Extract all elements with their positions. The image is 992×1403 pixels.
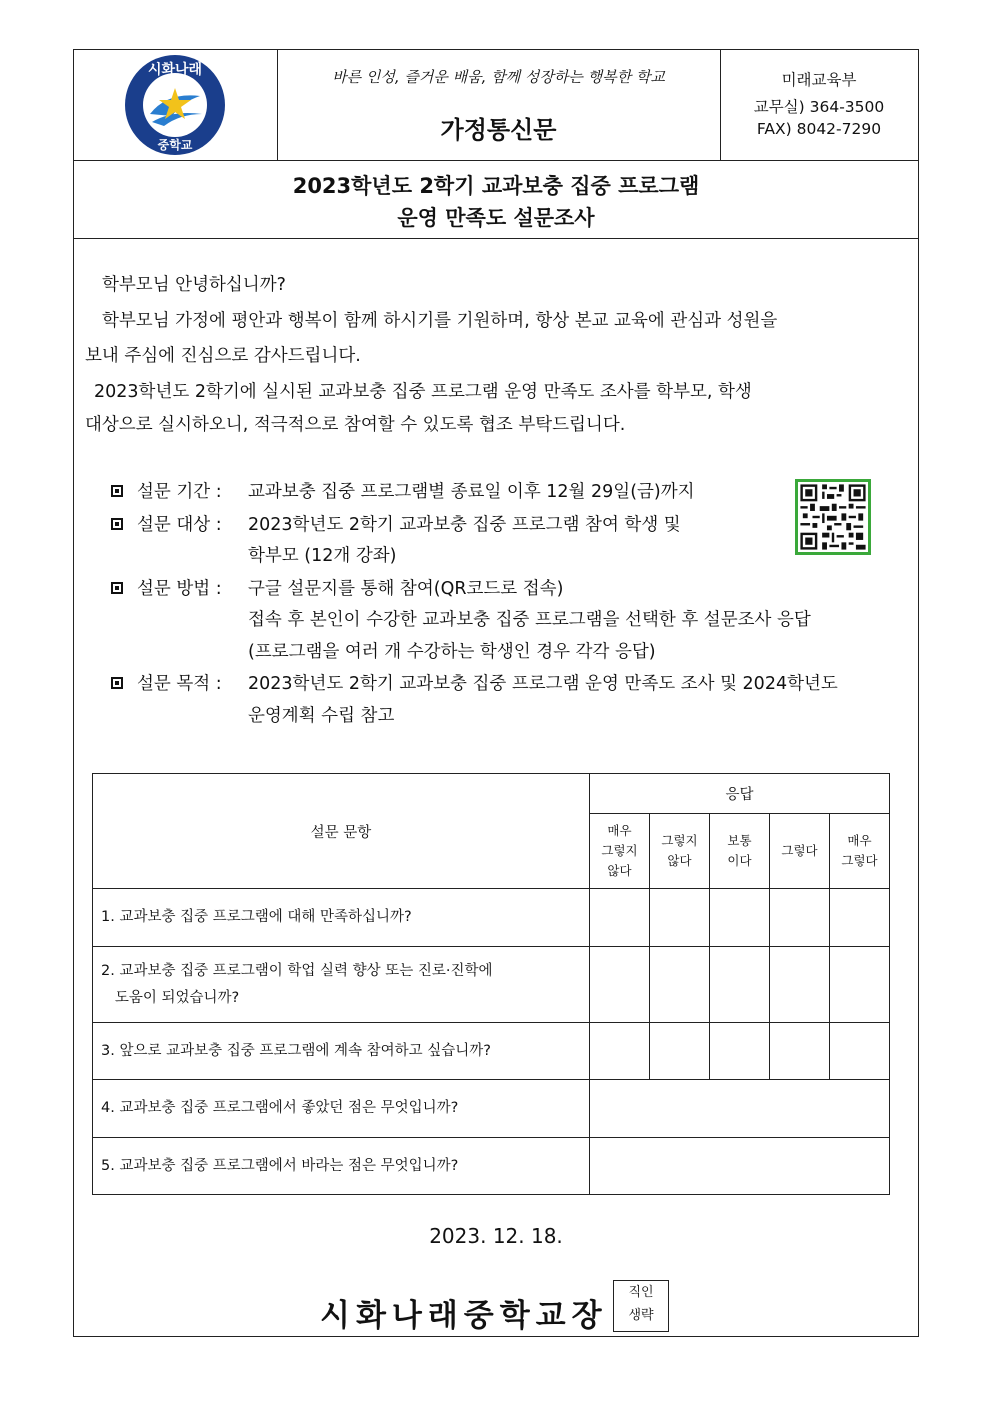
scale-disagree: 그렇지 않다 (650, 814, 710, 889)
answer-checkbox[interactable] (830, 889, 890, 947)
survey-method-item: 설문 방법 : (111, 575, 222, 600)
answer-checkbox[interactable] (650, 1023, 710, 1080)
survey-method-text-1: 구글 설문지를 통해 참여(QR코드로 접속) (248, 579, 564, 599)
greeting: 학부모님 안녕하십니까? (102, 275, 286, 295)
paragraph2-line2: 대상으로 실시하오니, 적극적으로 참여할 수 있도록 협조 부탁드립니다. (85, 415, 626, 435)
survey-purpose-text-1: 2023학년도 2학기 교과보충 집중 프로그램 운영 만족도 조사 및 2024학년도 (248, 674, 838, 694)
question-1: 1. 교과보충 집중 프로그램에 대해 만족하십니까? (93, 889, 590, 947)
question-4: 4. 교과보충 집중 프로그램에서 좋았던 점은 무엇입니까? (93, 1080, 590, 1138)
answer-checkbox[interactable] (590, 947, 650, 1023)
square-bullet-icon (111, 485, 123, 497)
question-5: 5. 교과보충 집중 프로그램에서 바라는 점은 무엇입니까? (93, 1138, 590, 1195)
principal-signature: 시화나래중학교장 (320, 1298, 608, 1334)
paragraph2-line1: 2023학년도 2학기에 실시된 교과보충 집중 프로그램 운영 만족도 조사를 학부모, 학생 (94, 382, 752, 402)
answer-checkbox[interactable] (710, 1023, 770, 1080)
table-row (93, 1023, 890, 1080)
qr-code-icon[interactable] (795, 479, 871, 555)
newsletter-title: 가정통신문 (440, 116, 557, 144)
answer-checkbox[interactable] (770, 1023, 830, 1080)
department: 미래교육부 (781, 71, 857, 89)
survey-method-text-2: 접속 후 본인이 수강한 교과보충 집중 프로그램을 선택한 후 설문조사 응답 (248, 610, 811, 630)
square-bullet-icon (111, 582, 123, 594)
stamp-line2: 생략 (628, 1308, 654, 1323)
survey-target-item: 설문 대상 : (111, 511, 222, 536)
square-bullet-icon (111, 518, 123, 530)
scale-agree: 그렇다 (770, 814, 830, 889)
answer-text-field[interactable] (590, 1138, 890, 1195)
table-row (93, 947, 890, 1023)
motto-cell (277, 50, 721, 160)
question-3: 3. 앞으로 교과보충 집중 프로그램에 계속 참여하고 싶습니까? (93, 1023, 590, 1080)
answer-checkbox[interactable] (710, 889, 770, 947)
issue-date: 2023. 12. 18. (429, 1224, 563, 1248)
response-header: 응답 (590, 774, 890, 814)
answer-checkbox[interactable] (830, 947, 890, 1023)
school-motto: 바른 인성, 즐거운 배움, 함께 성장하는 행복한 학교 (332, 68, 665, 86)
header-row (74, 50, 918, 161)
table-row (93, 889, 890, 947)
survey-method-text-3: (프로그램을 여러 개 수강하는 학생인 경우 각각 응답) (248, 642, 656, 662)
question-2: 2. 교과보충 집중 프로그램이 학업 실력 향상 또는 진로·진학에 도움이 되었습니까? (93, 947, 590, 1023)
answer-checkbox[interactable] (770, 889, 830, 947)
survey-target-text-2: 학부모 (12개 강좌) (248, 546, 397, 566)
survey-target-text-1: 2023학년도 2학기 교과보충 집중 프로그램 참여 학생 및 (248, 515, 681, 535)
paragraph1-line2: 보내 주심에 진심으로 감사드립니다. (85, 346, 361, 366)
scale-strongly-disagree: 매우 그렇지 않다 (590, 814, 650, 889)
answer-checkbox[interactable] (770, 947, 830, 1023)
school-logo-icon (122, 52, 228, 158)
paragraph1-line1: 학부모님 가정에 평안과 행복이 함께 하시기를 기원하며, 항상 본교 교육에 관심과 성원을 (102, 311, 778, 331)
table-row (93, 1138, 890, 1195)
svg-text:시화나래: 시화나래 (147, 62, 203, 78)
survey-title-line2: 운영 만족도 설문조사 (397, 206, 595, 230)
survey-table (92, 773, 890, 1195)
answer-checkbox[interactable] (590, 1023, 650, 1080)
survey-purpose-text-2: 운영계획 수립 참고 (248, 706, 395, 726)
seal-stamp (613, 1280, 669, 1332)
survey-period-text: 교과보충 집중 프로그램별 종료일 이후 12월 29일(금)까지 (248, 482, 695, 502)
scale-strongly-agree: 매우 그렇다 (830, 814, 890, 889)
answer-text-field[interactable] (590, 1080, 890, 1138)
office-phone: 교무실) 364-3500 (753, 98, 885, 116)
square-bullet-icon (111, 677, 123, 689)
survey-period-item: 설문 기간 : (111, 478, 222, 503)
survey-title-line1: 2023학년도 2학기 교과보충 집중 프로그램 (292, 174, 700, 198)
document-frame (73, 49, 919, 1337)
answer-checkbox[interactable] (650, 889, 710, 947)
svg-text:중학교: 중학교 (157, 138, 193, 152)
logo-cell (74, 50, 278, 160)
table-row (93, 1080, 890, 1138)
contact-cell (720, 50, 918, 160)
answer-checkbox[interactable] (590, 889, 650, 947)
answer-checkbox[interactable] (830, 1023, 890, 1080)
stamp-line1: 직인 (628, 1285, 654, 1300)
answer-checkbox[interactable] (650, 947, 710, 1023)
fax-number: FAX) 8042-7290 (756, 120, 882, 138)
scale-neutral: 보통 이다 (710, 814, 770, 889)
survey-purpose-item: 설문 목적 : (111, 670, 222, 695)
title-row (74, 160, 918, 239)
question-header: 설문 문항 (93, 774, 590, 889)
answer-checkbox[interactable] (710, 947, 770, 1023)
